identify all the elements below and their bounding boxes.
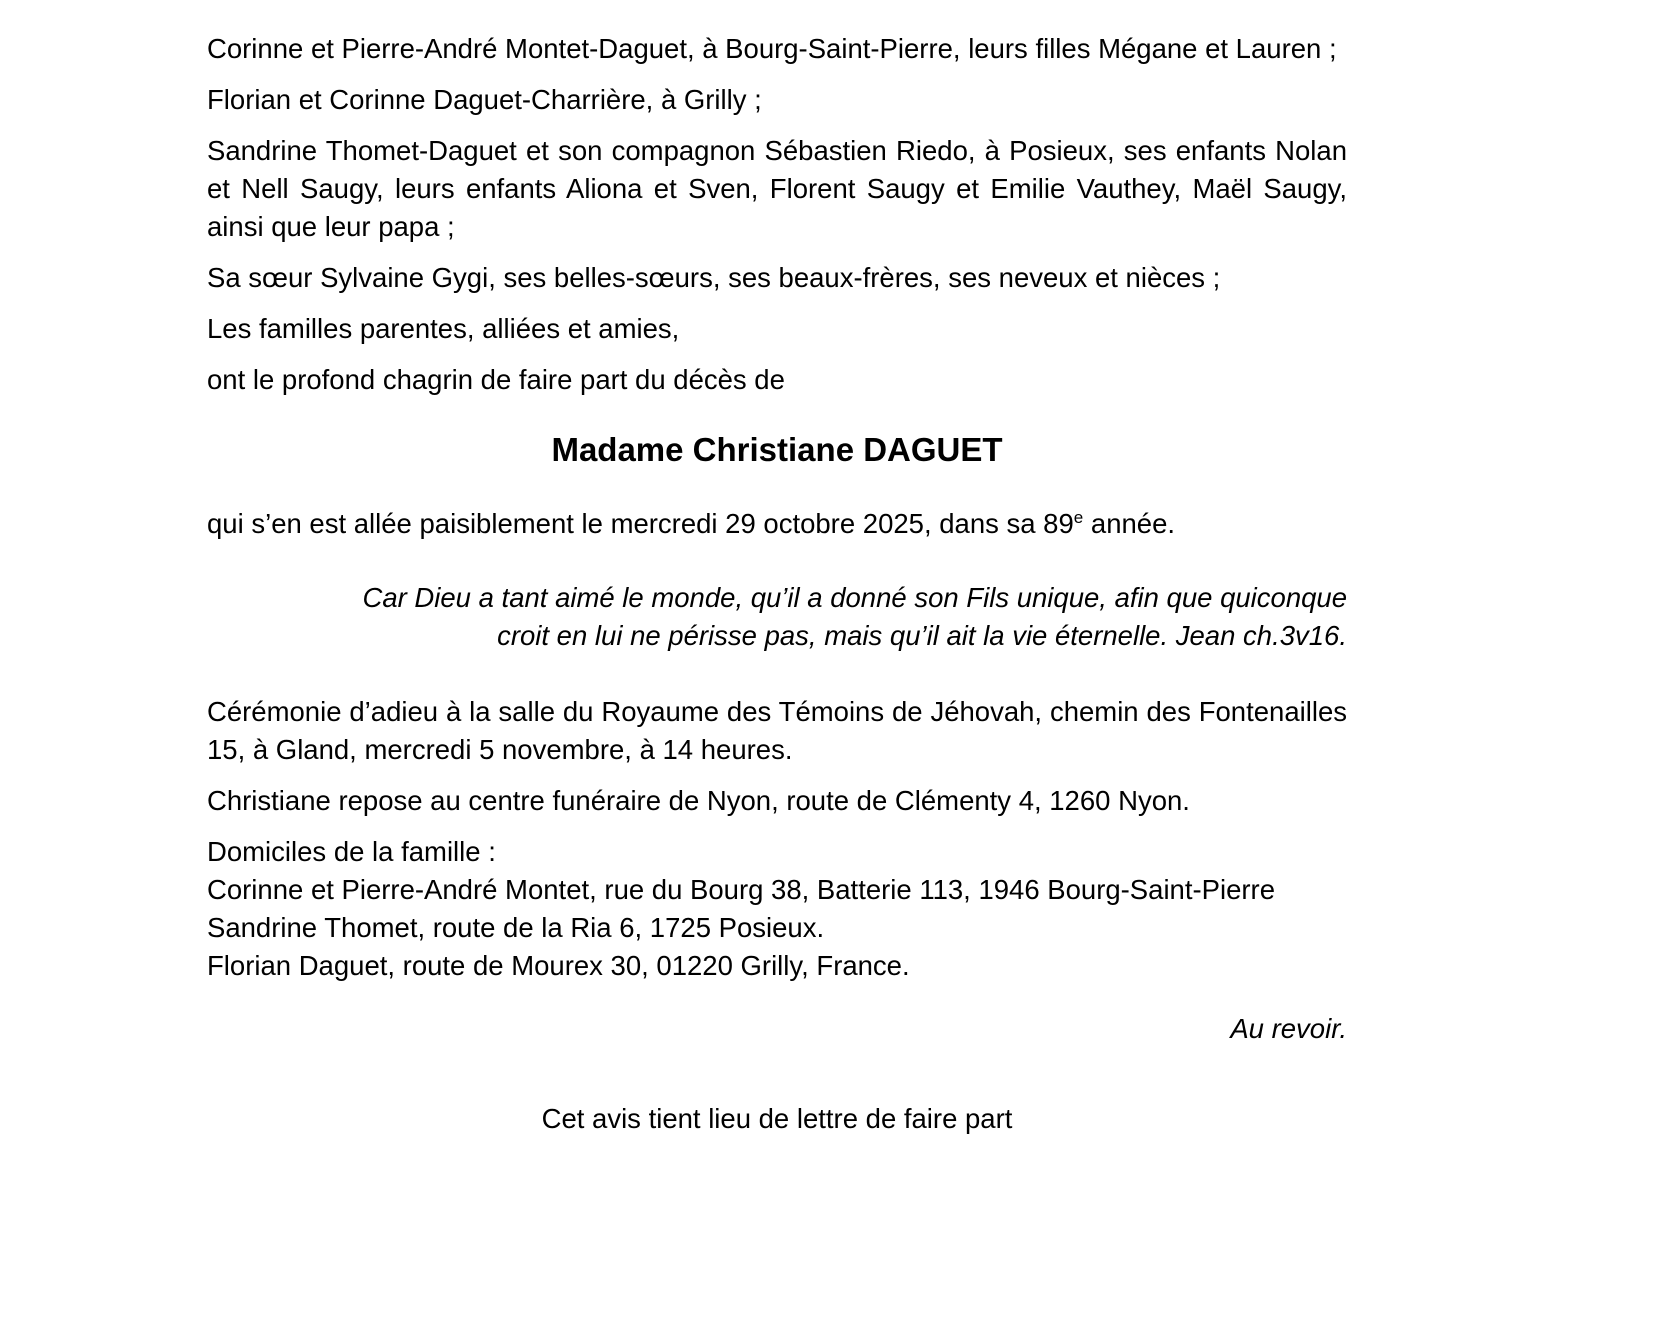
domicile-address-montet: Corinne et Pierre-André Montet, rue du Bourg 38, Batterie 113, 1946 Bourg-Saint-Pierre: [207, 874, 1276, 905]
family-paragraph-relatives: Les familles parentes, alliées et amies,: [207, 313, 680, 344]
death-announcement-tail: année.: [1083, 508, 1176, 539]
domicile-address-daguet: Florian Daguet, route de Mourex 30, 01220 Grilly, France.: [207, 950, 910, 981]
deceased-name: Madame Christiane DAGUET: [551, 431, 1003, 468]
repose-details: Christiane repose au centre funéraire de Nyon, route de Clémenty 4, 1260 Nyon.: [207, 785, 1190, 816]
family-paragraph-sister: Sa sœur Sylvaine Gygi, ses belles-sœurs, ses beaux-frères, ses neveux et nièces ;: [207, 262, 1221, 293]
announcement-lead-in: ont le profond chagrin de faire part du décès de: [207, 364, 785, 395]
family-domiciles-block: [207, 833, 1347, 985]
family-paragraph-thomet-daguet: Sandrine Thomet-Daguet et son compagnon Sébastien Riedo, à Posieux, ses enfants Nolan et Nell Saugy, leurs enfants Aliona et Sven, Florent Saugy et Emilie Vauthey, Maël Saugy, ainsi que leur papa ;: [207, 135, 1347, 242]
bible-quote-line-2: croit en lui ne périsse pas, mais qu’il ait la vie éternelle. Jean ch.3v16.: [497, 620, 1347, 651]
bible-quote-line-1: Car Dieu a tant aimé le monde, qu’il a donné son Fils unique, afin que quiconque: [362, 582, 1347, 613]
domicile-address-thomet: Sandrine Thomet, route de la Ria 6, 1725 Posieux.: [207, 912, 825, 943]
family-paragraph-daguet-charriere: Florian et Corinne Daguet-Charrière, à Grilly ;: [207, 84, 762, 115]
obituary-page: [207, 0, 1347, 1138]
family-paragraph-montet-daguet: Corinne et Pierre-André Montet-Daguet, à Bourg-Saint-Pierre, leurs filles Mégane et Lauren ;: [207, 33, 1337, 64]
bible-quote: [207, 579, 1347, 655]
death-announcement-text: qui s’en est allée paisiblement le mercredi 29 octobre 2025, dans sa 89: [207, 508, 1074, 539]
domiciles-heading: Domiciles de la famille :: [207, 836, 496, 867]
death-announcement: [207, 505, 1347, 543]
footer-notice: Cet avis tient lieu de lettre de faire part: [541, 1103, 1013, 1134]
farewell-line: Au revoir.: [1230, 1013, 1347, 1044]
ceremony-details: Cérémonie d’adieu à la salle du Royaume des Témoins de Jéhovah, chemin des Fontenailles 15, à Gland, mercredi 5 novembre, à 14 heures.: [207, 696, 1347, 765]
ordinal-suffix: e: [1073, 507, 1084, 527]
